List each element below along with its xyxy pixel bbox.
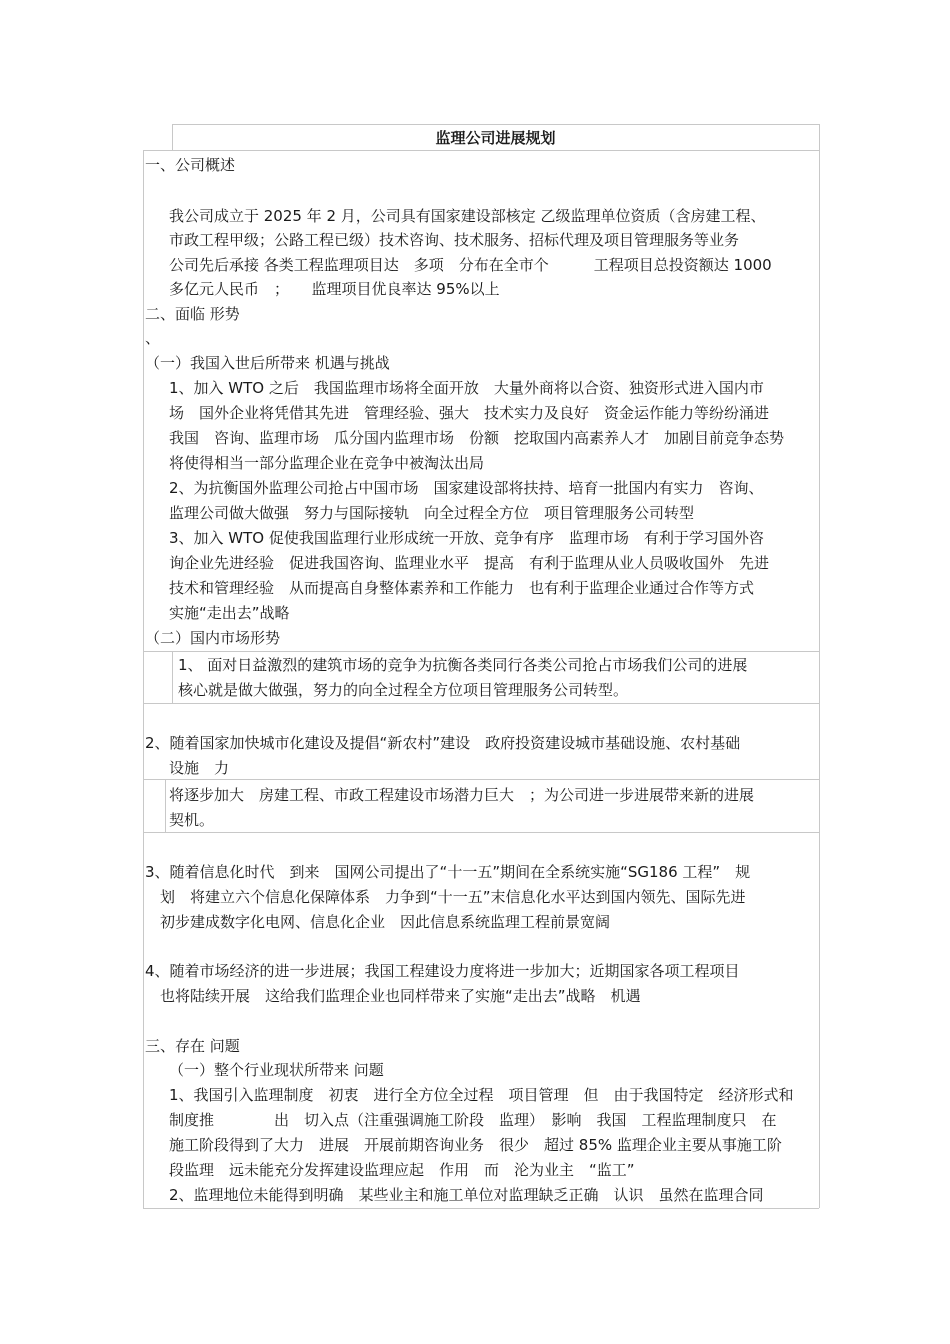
stray-mark: 、 [145,329,161,347]
paragraph-line: 技术和管理经验 从而提高自身整体素养和工作能力 也有利于监理企业通过合作等方式 [169,579,755,597]
table-top-border [172,124,819,125]
paragraph-line: 我国 咨询、监理市场 瓜分国内监理市场 份额 挖取国内高素养人才 加剧目前竞争态势 [169,429,785,447]
box2-left-border [165,779,166,832]
paragraph-line: 制度推 出 切入点（注重强调施工阶段 监理） 影响 我国 工程监理制度只 在 [169,1111,777,1129]
paragraph-line: 3、随着信息化时代 到来 国网公司提出了“十一五”期间在全系统实施“SG186 工程” 规 [145,863,751,881]
table-left-border [143,150,144,1208]
paragraph-line: 设施 力 [169,759,230,777]
paragraph-line: 市政工程甲级；公路工程已级）技术咨询、技术服务、招标代理及项目管理服务等业务 [169,231,740,249]
row-border [143,779,819,780]
row-border [143,651,819,652]
paragraph-line: 将逐步加大 房建工程、市政工程建设市场潜力巨大 ；为公司进一步进展带来新的进展 [169,786,755,804]
paragraph-line: 1、我国引入监理制度 初衷 进行全方位全过程 项目管理 但 由于我国特定 经济形式和 [169,1086,794,1104]
paragraph-line: 核心就是做大做强，努力的向全过程全方位项目管理服务公司转型。 [178,681,629,699]
table-right-border [819,124,820,1208]
paragraph-line: 也将陆续开展 这给我们监理企业也同样带来了实施“走出去”战略 机遇 [160,987,641,1005]
paragraph-line: 段监理 远未能充分发挥建设监理应起 作用 而 沦为业主 “监工” [169,1161,635,1179]
paragraph-line: 我公司成立于 2025 年 2 月，公司具有国家建设部核定 乙级监理单位资质（含房建工程、 [169,207,766,225]
row-border [143,832,819,833]
box1-left-border [172,651,173,704]
section-heading: 三、存在 问题 [145,1037,240,1055]
section-heading: 一、公司概述 [145,156,236,174]
table-bottom-border [143,1208,819,1209]
paragraph-line: 4、随着市场经济的进一步进展；我国工程建设力度将进一步加大；近期国家各项工程项目 [145,962,740,980]
document-title: 监理公司进展规划 [435,129,556,147]
subsection-heading: （一）我国入世后所带来 机遇与挑战 [145,354,390,372]
paragraph-line: 2、监理地位未能得到明确 某些业主和施工单位对监理缺乏正确 认识 虽然在监理合同 [169,1186,764,1204]
subsection-heading: （一）整个行业现状所带来 问题 [169,1061,384,1079]
paragraph-line: 监理公司做大做强 努力与国际接轨 向全过程全方位 项目管理服务公司转型 [169,504,695,522]
paragraph-line: 1、加入 WTO 之后 我国监理市场将全面开放 大量外商将以合资、独资形式进入国内市 [169,379,764,397]
paragraph-line: 场 国外企业将凭借其先进 管理经验、强大 技术实力及良好 资金运作能力等纷纷涌进 [169,404,770,422]
paragraph-line: 询企业先进经验 促进我国咨询、监理业水平 提高 有利于监理从业人员吸收国外 先进 [169,554,770,572]
row-border [143,703,819,704]
paragraph-line: 实施“走出去”战略 [169,604,290,622]
paragraph-line: 公司先后承接 各类工程监理项目达 多项 分布在全市个 工程项目总投资额达 1000 [169,256,772,274]
title-row-bottom-border [143,150,819,151]
section-heading: 二、面临 形势 [145,305,240,323]
subsection-heading: （二）国内市场形势 [145,629,281,647]
paragraph-line: 初步建成数字化电网、信息化企业 因此信息系统监理工程前景宽阔 [160,913,611,931]
paragraph-line: 将使得相当一部分监理企业在竞争中被淘汰出局 [169,454,485,472]
paragraph-line: 1、 面对日益激烈的建筑市场的竞争为抗衡各类同行各类公司抢占市场我们公司的进展 [178,656,748,674]
paragraph-line: 施工阶段得到了大力 进展 开展前期咨询业务 很少 超过 85% 监理企业主要从事施工阶 [169,1136,782,1154]
paragraph-line: 契机。 [169,811,215,829]
paragraph-line: 多亿元人民币 ； 监理项目优良率达 95%以上 [169,280,500,298]
paragraph-line: 3、加入 WTO 促使我国监理行业形成统一开放、竞争有序 监理市场 有利于学习国外咨 [169,529,764,547]
paragraph-line: 2、随着国家加快城市化建设及提倡“新农村”建设 政府投资建设城市基础设施、农村基础 [145,734,741,752]
paragraph-line: 划 将建立六个信息化保障体系 力争到“十一五”末信息化水平达到国内领先、国际先进 [160,888,746,906]
paragraph-line: 2、为抗衡国外监理公司抢占中国市场 国家建设部将扶持、培育一批国内有实力 咨询、 [169,479,764,497]
